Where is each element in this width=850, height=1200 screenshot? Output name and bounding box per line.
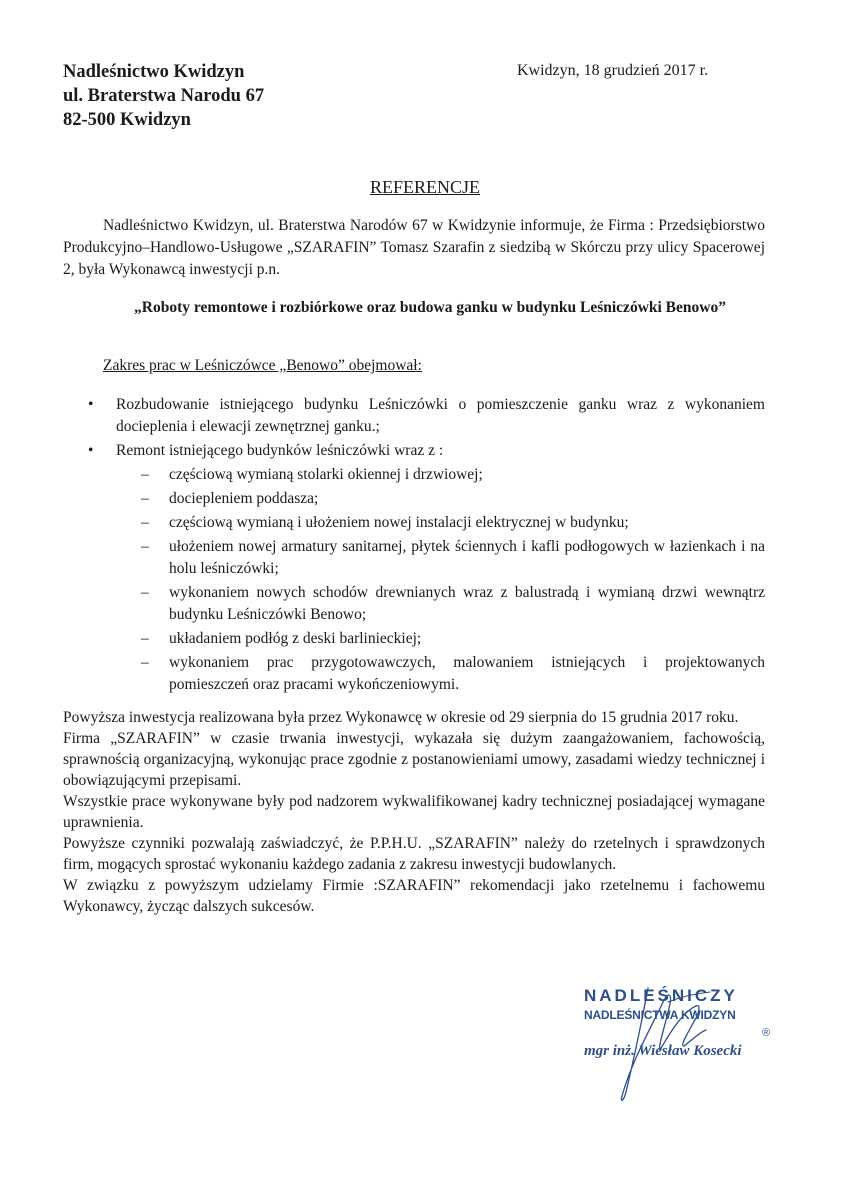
stamp-mark: ® xyxy=(762,1027,771,1039)
sender-city: 82-500 Kwidzyn xyxy=(63,110,191,130)
body-paragraph: Powyższe czynniki pozwalają zaświadczyć, że P.P.H.U. „SZARAFIN” należy do rzetelnych i sprawdzonych firm, mogących sprostać wykonaniu każdego zadania z zakresu inwestycji budowlanych. xyxy=(63,835,765,873)
sender-street: ul. Braterstwa Narodu 67 xyxy=(63,86,265,106)
scope-subitem: – częściową wymianą i ułożeniem nowej instalacji elektrycznej w budynku; xyxy=(141,512,765,534)
body-paragraph: Powyższa inwestycja realizowana była przez Wykonawcę w okresie od 29 sierpnia do 15 grudnia 2017 roku. xyxy=(63,709,739,726)
scope-item-text: Rozbudowanie istniejącego budynku Leśniczówki o pomieszczenie ganku wraz z wykonaniem docieplenia i elewacji zewnętrznej ganku.; xyxy=(116,396,765,435)
scope-subitem: – ułożeniem nowej armatury sanitarnej, płytek ściennych i kafli podłogowych w łazienkach i na holu leśniczówki; xyxy=(141,536,765,580)
sender-address xyxy=(63,60,264,132)
scope-heading: Zakres prac w Leśniczówce „Benowo” obejmował: xyxy=(103,357,422,374)
scope-item xyxy=(88,440,765,696)
project-title: „Roboty remontowe i rozbiórkowe oraz budowa ganku w budynku Leśniczówki Benowo” xyxy=(134,299,726,316)
scope-subitem: – częściową wymianą stolarki okiennej i drzwiowej; xyxy=(141,464,765,486)
scope-item-text: Remont istniejącego budynków leśniczówki wraz z : xyxy=(116,442,444,459)
letter-date: Kwidzyn, 18 grudzień 2017 r. xyxy=(517,62,709,79)
scope-subitem: – układaniem podłóg z deski barlinieckiej; xyxy=(141,628,765,650)
body-paragraph: W związku z powyższym udzielamy Firmie :SZARAFIN” rekomendacji jako rzetelnemu i fachowemu Wykonawcy, życząc dalszych sukcesów. xyxy=(63,877,765,915)
sender-name: Nadleśnictwo Kwidzyn xyxy=(63,62,245,82)
stamp-office: NADLEŚNICTWA KWIDZYN xyxy=(584,1008,736,1022)
scope-subitem-list xyxy=(116,464,765,696)
scope-subitem: – dociepleniem poddasza; xyxy=(141,488,765,510)
handwritten-signature-icon xyxy=(560,980,790,1110)
scope-item xyxy=(88,394,765,438)
signature-stamp xyxy=(560,980,790,1110)
scope-list xyxy=(88,394,765,698)
stamp-title: NADLEŚNICZY xyxy=(584,986,738,1005)
body-paragraph: Firma „SZARAFIN” w czasie trwania inwestycji, wykazała się dużym zaangażowaniem, fachowością, sprawnością organizacyjną, wykonując prace zgodnie z postanowieniami umowy, zasadami wiedzy technicznej i obowiązującymi przepisami. xyxy=(63,730,765,789)
letter-body xyxy=(63,707,765,917)
scope-subitem: – wykonaniem prac przygotowawczych, malowaniem istniejących i projektowanych pomieszczeń oraz pracami wykończeniowymi. xyxy=(141,652,765,696)
stamp-signatory: mgr inż. Wiesław Kosecki xyxy=(584,1043,742,1059)
scope-subitem: – wykonaniem nowych schodów drewnianych wraz z balustradą i wymianą drzwi wewnątrz budynku Leśniczówki Benowo; xyxy=(141,582,765,626)
intro-paragraph: Nadleśnictwo Kwidzyn, ul. Braterstwa Narodów 67 w Kwidzynie informuje, że Firma : Przedsiębiorstwo Produkcyjno–Handlowo-Usługowe „SZARAFIN” Tomasz Szarafin z siedzibą w Skórczu przy ulicy Spacerowej 2, była Wykonawcą inwestycji p.n. xyxy=(63,217,765,278)
letter-title: REFERENCJE xyxy=(369,177,480,197)
body-paragraph: Wszystkie prace wykonywane były pod nadzorem wykwalifikowanej kadry technicznej posiadającej wymagane uprawnienia. xyxy=(63,793,765,831)
